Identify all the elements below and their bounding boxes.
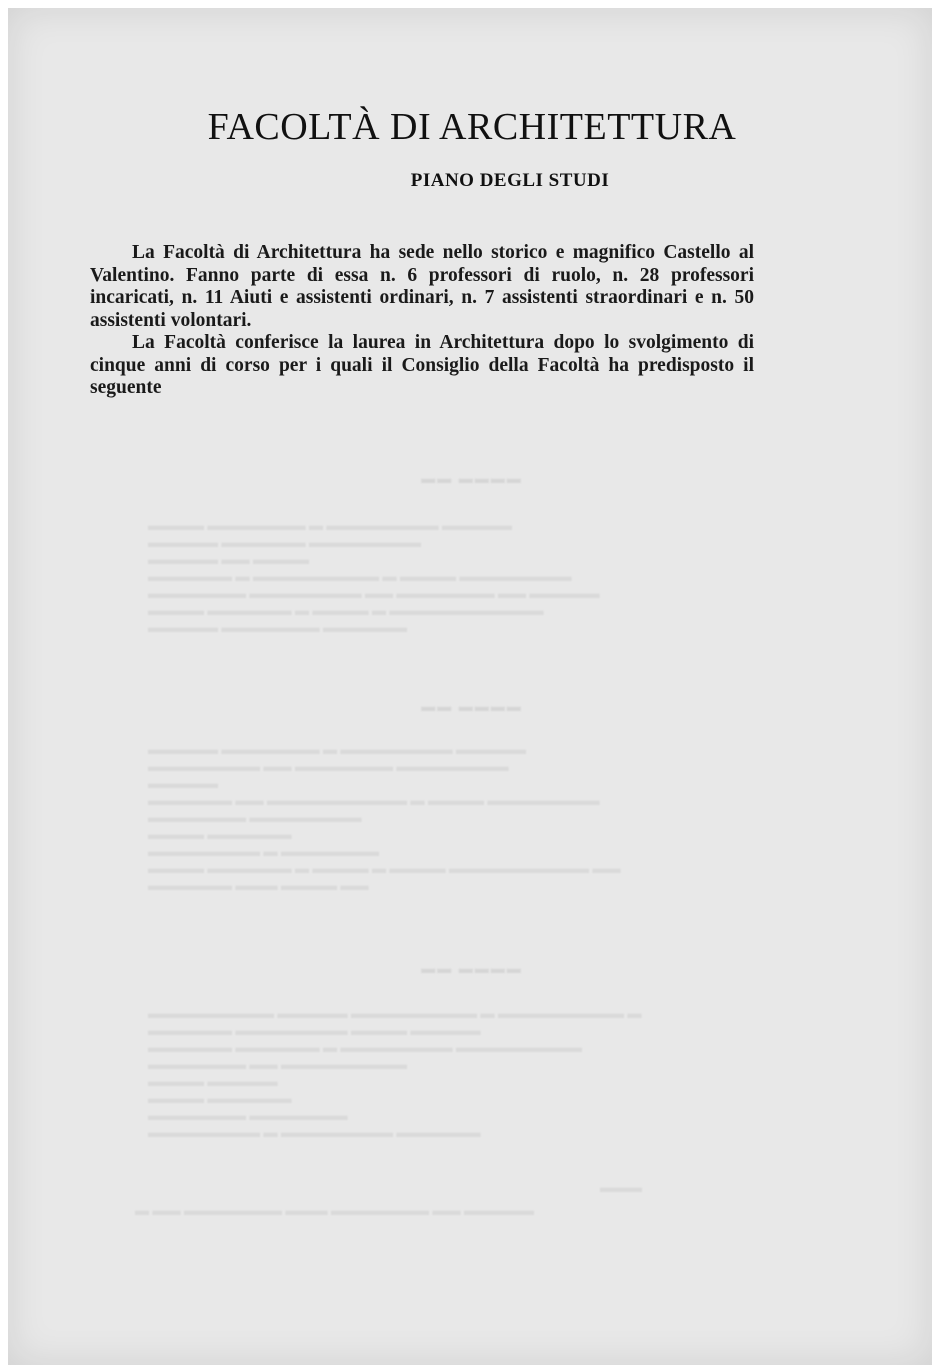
paper-sheet — [8, 8, 932, 1365]
show-through-footer: ▬ ▬▬ ▬▬▬▬▬▬▬ ▬▬▬ ▬▬▬▬▬▬▬ ▬▬ ▬▬▬▬▬ — [135, 1204, 534, 1219]
page-title: FACOLTÀ DI ARCHITETTURA — [207, 106, 737, 148]
show-through-heading: ▬▬ ▬▬▬▬ — [421, 700, 523, 715]
show-through-heading: ▬▬ ▬▬▬▬ — [421, 962, 523, 977]
body-text — [90, 242, 754, 400]
show-through-page-number: ▬▬▬ — [600, 1181, 642, 1196]
show-through-block: ▬▬▬▬▬ ▬▬▬▬▬▬▬ ▬ ▬▬▬▬▬▬▬▬ ▬▬▬▬▬ ▬▬▬▬▬▬▬▬ ▬▬ ▬▬▬▬▬▬▬ ▬▬▬▬▬▬▬▬ ▬▬▬▬▬ ▬▬▬▬▬▬ ▬▬ ▬▬▬▬▬▬▬▬▬▬ ▬ ▬▬▬▬ ▬▬▬▬▬▬▬▬ ▬▬▬▬▬▬▬ ▬▬▬▬▬▬▬▬ ▬▬▬▬ ▬▬▬▬▬▬ ▬▬▬▬▬▬▬▬ ▬ ▬▬▬▬▬▬▬ ▬▬▬▬ ▬▬▬▬▬▬ ▬ ▬▬▬▬ ▬ ▬▬▬▬ ▬▬▬▬▬▬▬▬▬▬ ▬▬ ▬▬▬▬▬▬ ▬▬▬ ▬▬▬▬ ▬▬ — [148, 743, 621, 894]
paragraph-1: La Facoltà di Architettura ha sede nello storico e magnifico Castello al Valentino. Fanno parte di essa n. 6 professori di ruolo, n. 28 professori incaricati, n. 11 Aiuti e assistenti ordinari, n. 7 assistenti straordinari e n. 50 assistenti volontari. — [90, 242, 754, 331]
show-through-block: ▬▬▬▬▬▬▬▬▬ ▬▬▬▬▬ ▬▬▬▬▬▬▬▬▬ ▬ ▬▬▬▬▬▬▬▬▬ ▬ ▬▬▬▬▬▬ ▬▬▬▬▬▬▬▬ ▬▬▬▬ ▬▬▬▬▬ ▬▬▬▬▬▬ ▬▬▬▬▬▬ ▬ ▬▬▬▬▬▬▬▬ ▬▬▬▬▬▬▬▬▬ ▬▬▬▬▬▬▬ ▬▬ ▬▬▬▬▬▬▬▬▬ ▬▬▬▬ ▬▬▬▬▬ ▬▬▬▬ ▬▬▬▬▬▬ ▬▬▬▬▬▬▬ ▬▬▬▬▬▬▬ ▬▬▬▬▬▬▬▬ ▬ ▬▬▬▬▬▬▬▬ ▬▬▬▬▬▬ — [148, 1007, 642, 1141]
show-through-heading: ▬▬ ▬▬▬▬ — [421, 472, 523, 487]
show-through-block: ▬▬▬▬ ▬▬▬▬▬▬▬ ▬ ▬▬▬▬▬▬▬▬ ▬▬▬▬▬ ▬▬▬▬▬ ▬▬▬▬▬▬ ▬▬▬▬▬▬▬▬ ▬▬▬▬▬ ▬▬ ▬▬▬▬ ▬▬▬▬▬▬ ▬ ▬▬▬▬▬▬▬▬▬ ▬ ▬▬▬▬ ▬▬▬▬▬▬▬▬ ▬▬▬▬▬▬▬ ▬▬▬▬▬▬▬▬ ▬▬ ▬▬▬▬▬▬▬ ▬▬ ▬▬▬▬▬ ▬▬▬▬ ▬▬▬▬▬▬ ▬ ▬▬▬▬ ▬ ▬▬▬▬▬▬▬▬▬▬▬ ▬▬▬▬▬ ▬▬▬▬▬▬▬ ▬▬▬▬▬▬ — [148, 519, 600, 636]
paragraph-2: La Facoltà conferisce la laurea in Architettura dopo lo svolgimento di cinque anni di corso per i quali il Consiglio della Facoltà ha predisposto il seguente — [90, 332, 754, 398]
page-subtitle: PIANO DEGLI STUDI — [410, 170, 610, 191]
